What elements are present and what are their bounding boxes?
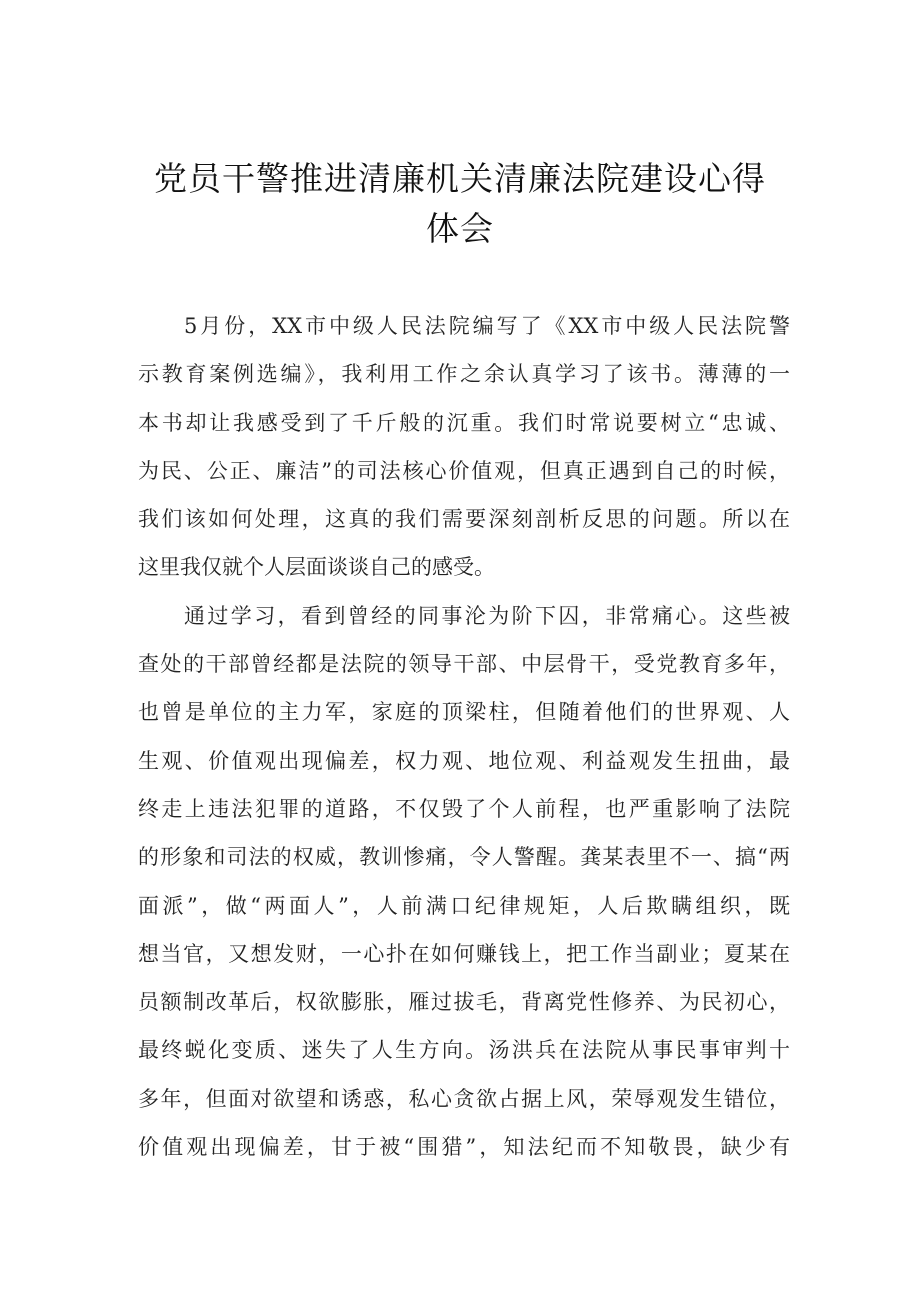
paragraph-2-line-12: 价值观出现偏差，甘于被“围猎”，知法纪而不知敬畏，缺少有 xyxy=(138,1135,790,1160)
paragraph-2-line-3: 也曾是单位的主力军，家庭的顶梁柱，但随着他们的世界观、人 xyxy=(138,700,790,725)
paragraph-1-line-2: 示教育案例选编》，我利用工作之余认真学习了该书。薄薄的一 xyxy=(138,362,790,387)
paragraph-1-line-1: 5月份，XX市中级人民法院编写了《XX市中级人民法院警 xyxy=(184,314,790,338)
document-body xyxy=(138,302,790,1171)
document-title xyxy=(130,154,790,254)
title-line-1: 党员干警推进清廉机关清廉法院建设心得 xyxy=(154,159,766,198)
paragraph-1-line-6: 这里我仅就个人层面谈谈自己的感受。 xyxy=(138,555,495,580)
paragraph-2-line-6: 的形象和司法的权威，教训惨痛，令人警醒。龚某表里不一、搞“两 xyxy=(138,845,790,870)
paragraph-2-line-8: 想当官，又想发财，一心扑在如何赚钱上，把工作当副业；夏某在 xyxy=(138,941,790,966)
paragraph-2-line-4: 生观、价值观出现偏差，权力观、地位观、利益观发生扭曲，最 xyxy=(138,748,790,773)
paragraph-2-line-10: 最终蜕化变质、迷失了人生方向。汤洪兵在法院从事民事审判十 xyxy=(138,1038,790,1063)
paragraph-1-line-5: 我们该如何处理，这真的我们需要深刻剖析反思的问题。所以在 xyxy=(138,507,790,532)
title-line-2: 体会 xyxy=(426,209,494,248)
paragraph-2-line-7: 面派”，做“两面人”，人前满口纪律规矩，人后欺瞒组织，既 xyxy=(138,893,790,918)
paragraph-2-line-9: 员额制改革后，权欲膨胀，雁过拔毛，背离党性修养、为民初心， xyxy=(138,990,790,1015)
paragraph-2-line-11: 多年，但面对欲望和诱惑，私心贪欲占据上风，荣辱观发生错位， xyxy=(138,1086,790,1111)
paragraph-1-line-4: 为民、公正、廉洁”的司法核心价值观，但真正遇到自己的时候， xyxy=(138,458,790,483)
paragraph-2-line-5: 终走上违法犯罪的道路，不仅毁了个人前程，也严重影响了法院 xyxy=(138,796,790,821)
paragraph-2-line-1: 通过学习，看到曾经的同事沦为阶下囚，非常痛心。这些被 xyxy=(184,603,790,628)
paragraph-1-line-3: 本书却让我感受到了千斤般的沉重。我们时常说要树立“忠诚、 xyxy=(138,410,790,435)
paragraph-2-line-2: 查处的干部曾经都是法院的领导干部、中层骨干，受党教育多年， xyxy=(138,652,790,677)
